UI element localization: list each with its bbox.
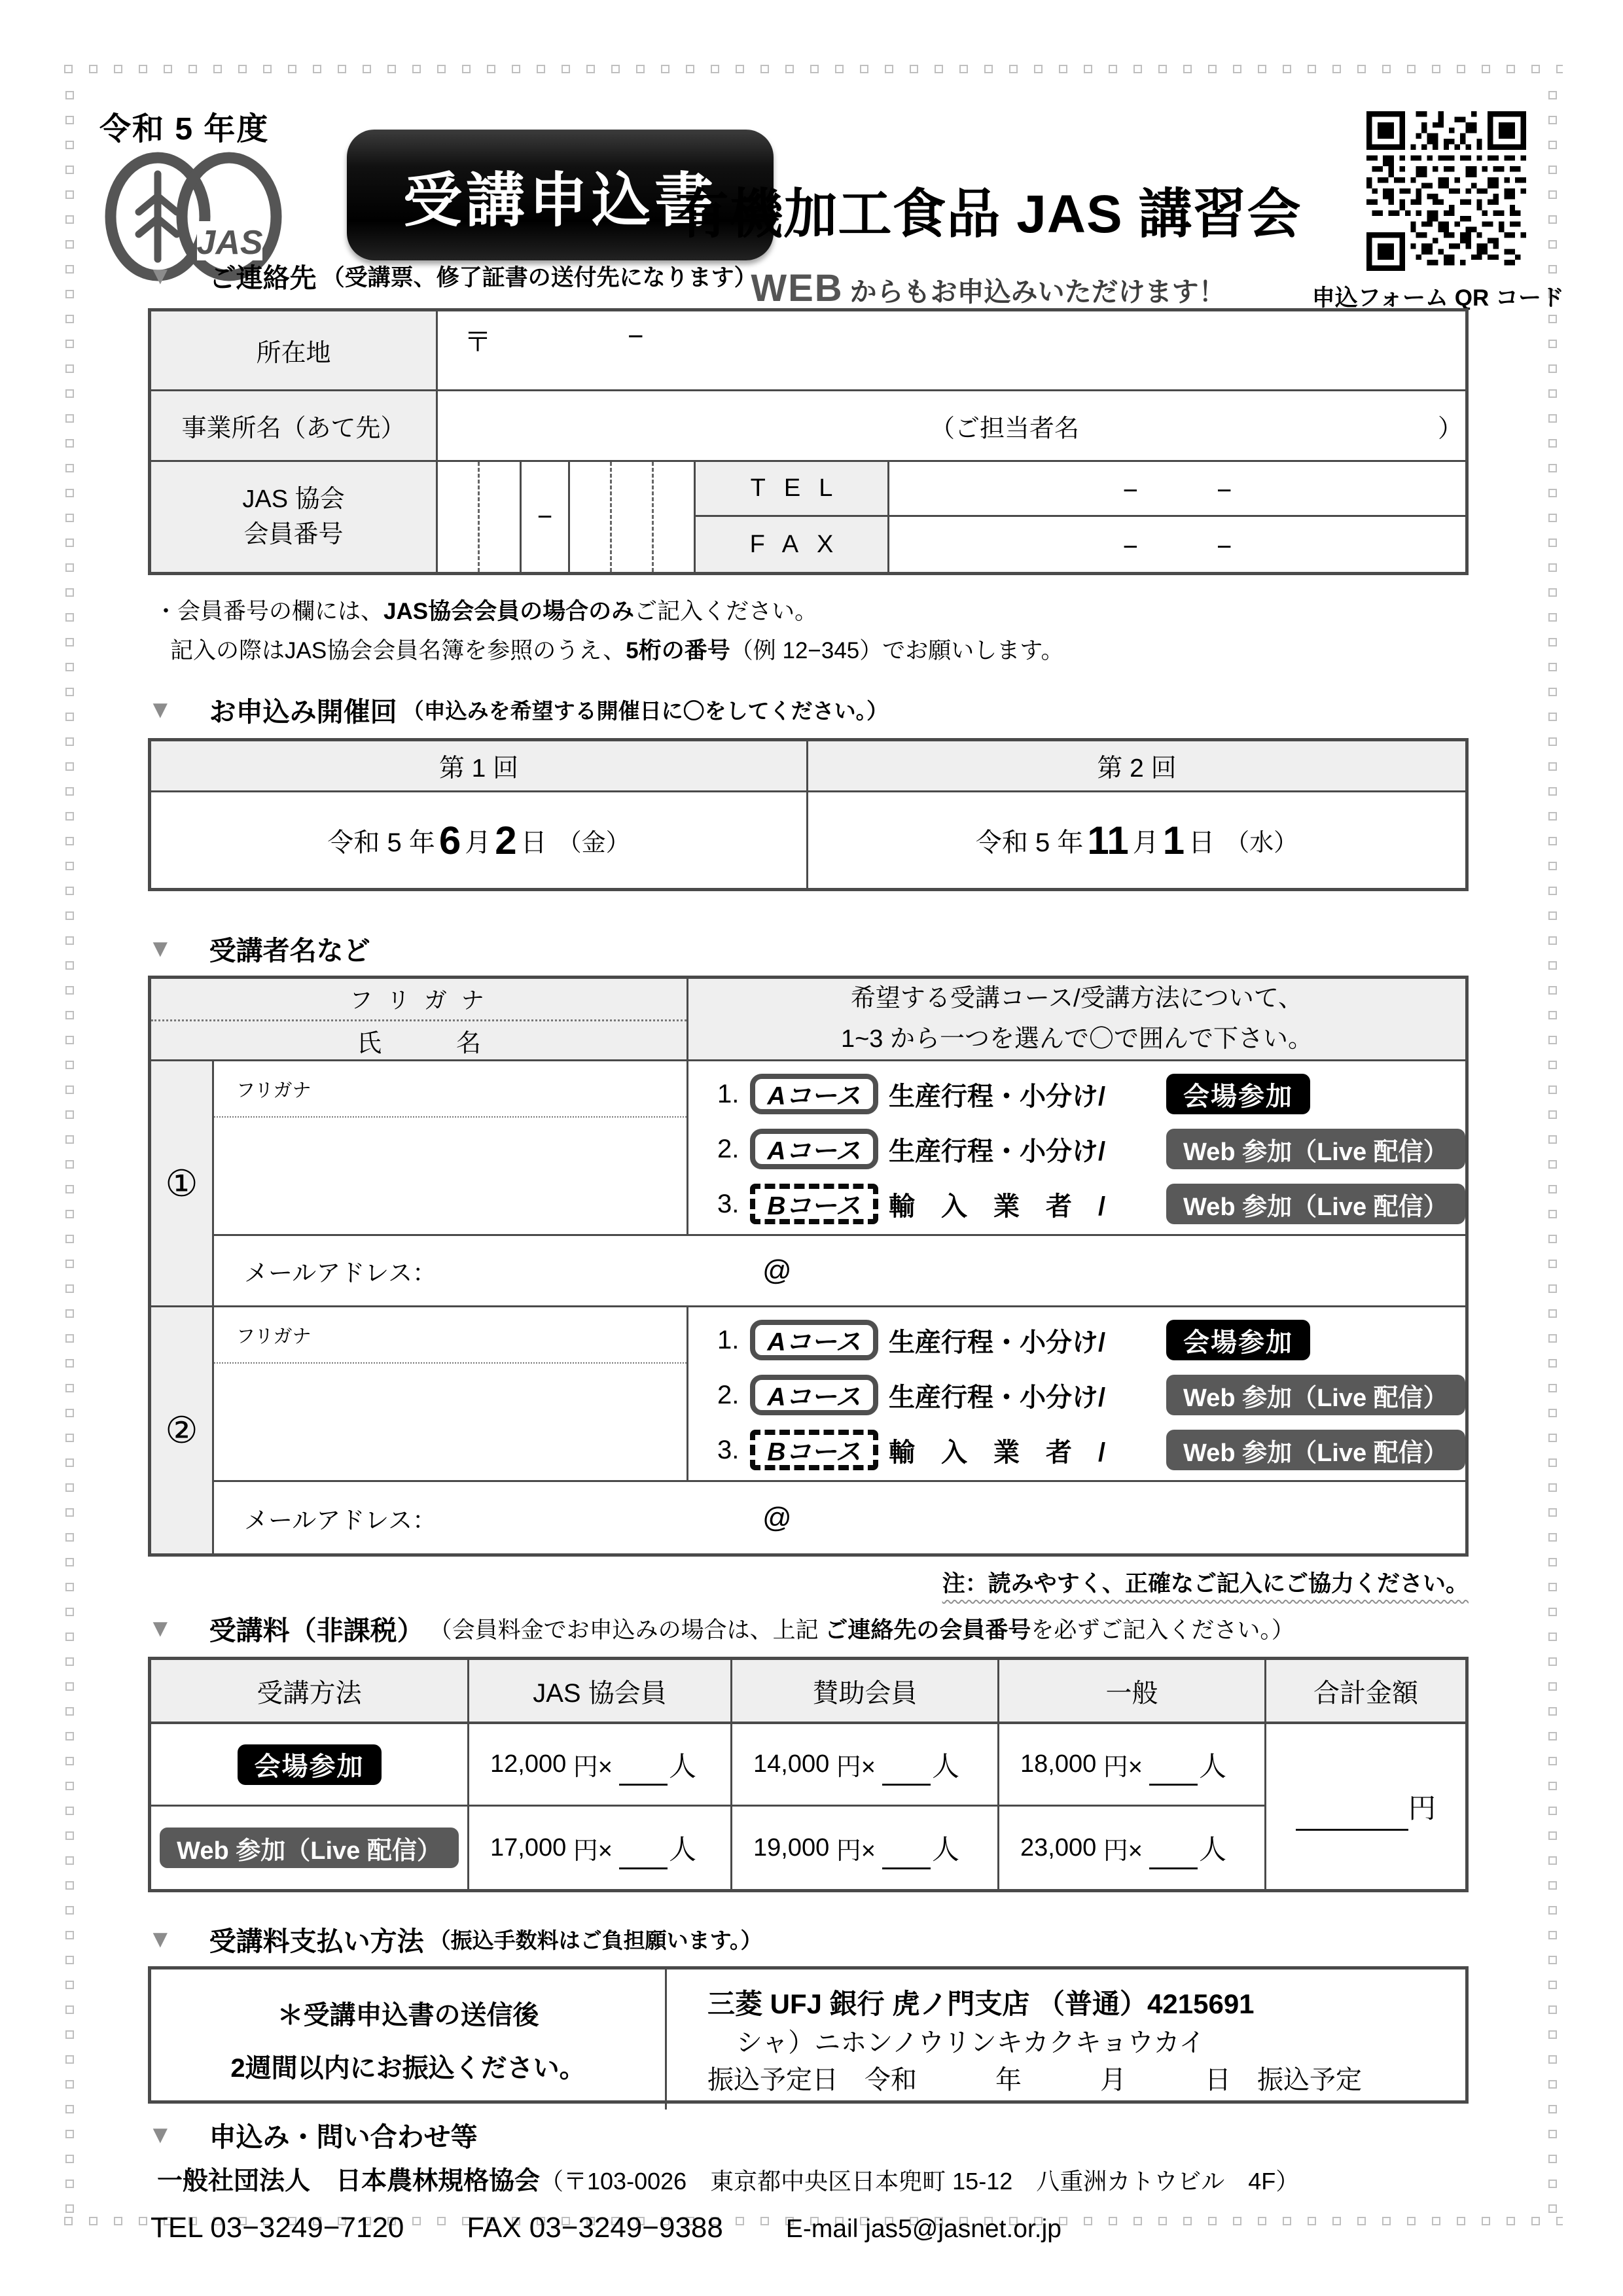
- person-unit: 人: [669, 1834, 697, 1865]
- col-method: 受講方法: [151, 1660, 469, 1724]
- session-heading-note: （申込みを希望する開催日に〇をしてください。）: [402, 699, 889, 724]
- option-1-desc: 生産行程・小分け/: [889, 1328, 1106, 1357]
- note1-bold: JAS協会会員の場合のみ: [383, 599, 635, 624]
- web-note-text: からもお申込みいただけます！: [849, 277, 1226, 307]
- payment-deadline-line2: 2週間以内にお振込ください。: [230, 2054, 586, 2083]
- payment-heading-note: （振込手数料はご負担願います。）: [429, 1928, 762, 1953]
- yen-times: 円×: [573, 1837, 613, 1865]
- organization-name: 一般社団法人 日本農林規格協会: [157, 2167, 541, 2196]
- course-a-badge: Aコース: [750, 1129, 878, 1169]
- web-support-price[interactable]: [732, 1807, 999, 1889]
- furigana-header: フ リ ガ ナ: [151, 979, 687, 1021]
- course-option-1[interactable]: [688, 1067, 1465, 1122]
- fees-note-pre: （会員料金でお申込みの場合は、上記: [429, 1617, 825, 1643]
- person-unit: 人: [932, 1834, 960, 1865]
- option-2-desc: 生産行程・小分け/: [889, 1137, 1106, 1166]
- at-mark: @: [762, 1501, 792, 1534]
- option-3-desc: 輸 入 業 者 /: [889, 1192, 1106, 1221]
- web-badge: Web 参加（Live 配信）: [1166, 1184, 1465, 1224]
- organization-line: [148, 2161, 1469, 2197]
- col-jas-member: JAS 協会員: [469, 1660, 732, 1724]
- option-2-number: 2.: [717, 1380, 740, 1409]
- count-blank[interactable]: [882, 1839, 931, 1869]
- col-general: 一般: [999, 1660, 1266, 1724]
- note-line-2: [154, 631, 1469, 671]
- inquiry-section-heading: [148, 2115, 1469, 2154]
- contact-section-heading: [148, 256, 1469, 295]
- session-heading: お申込み開催回: [209, 697, 397, 728]
- note2-pre: 記入の際はJAS協会会員名簿を参照のうえ、: [170, 638, 626, 664]
- bank-info-cell: [667, 1969, 1465, 2110]
- venue-member-price[interactable]: [469, 1724, 732, 1807]
- furigana-label: フリガナ: [214, 1307, 687, 1364]
- session-date-1[interactable]: [151, 792, 808, 888]
- course-option-2[interactable]: [688, 1368, 1465, 1422]
- total-blank[interactable]: [1296, 1800, 1408, 1831]
- course-note-line1: 希望する受講コース/受講方法について、: [850, 985, 1304, 1013]
- date1-day: 2: [495, 818, 517, 862]
- web-general-price[interactable]: [999, 1807, 1266, 1889]
- contact-table: [148, 308, 1469, 575]
- qr-label: 申込フォーム QR コード: [1311, 285, 1564, 311]
- course-note-line2: 1~3 から一つを選んで〇で囲んで下さい。: [840, 1025, 1313, 1053]
- section-marker-icon: ▼: [148, 262, 173, 290]
- course-a-badge: Aコース: [750, 1074, 878, 1114]
- course-option-3[interactable]: [688, 1176, 1465, 1231]
- member-label-line1: JAS 協会: [242, 486, 345, 513]
- count-blank[interactable]: [1149, 1755, 1198, 1786]
- fees-note-bold: ご連絡先の会員番号: [825, 1617, 1031, 1643]
- price-value: 23,000: [1020, 1833, 1097, 1862]
- member-label-line2: 会員番号: [243, 521, 344, 548]
- yen-times: 円×: [1103, 1754, 1143, 1782]
- participants-section-heading: [148, 929, 1469, 968]
- count-blank[interactable]: [1149, 1839, 1198, 1869]
- office-name-field[interactable]: [438, 391, 1465, 462]
- furigana-label: フリガナ: [214, 1061, 687, 1118]
- option-2-number: 2.: [717, 1134, 740, 1163]
- note1-post: ご記入ください。: [634, 599, 818, 624]
- option-3-number: 3.: [717, 1435, 740, 1464]
- participant-2-name-field[interactable]: [214, 1307, 688, 1480]
- participants-heading: 受講者名など: [209, 936, 370, 966]
- date1-weekday: （金）: [557, 829, 630, 857]
- count-blank[interactable]: [619, 1839, 668, 1869]
- member-digit-2[interactable]: [480, 462, 522, 572]
- date1-era: 令和 5 年: [327, 828, 435, 857]
- section-marker-icon: ▼: [148, 2121, 173, 2149]
- fax-label: FAX: [696, 517, 889, 572]
- date2-day-label: 日: [1188, 828, 1215, 857]
- member-number-label: [151, 462, 438, 572]
- deco-border-right: [1548, 91, 1558, 2215]
- participant-1-course-options: [688, 1061, 1465, 1234]
- session-col-1: 第 1 回: [151, 741, 808, 792]
- member-digit-3[interactable]: [570, 462, 612, 572]
- date2-day: 1: [1162, 818, 1185, 862]
- name-header-cell: [151, 979, 688, 1061]
- price-value: 14,000: [753, 1750, 830, 1778]
- option-1-number: 1.: [717, 1325, 740, 1354]
- inquiry-fax: FAX 03−3249−9388: [467, 2212, 723, 2244]
- payee-name: シャ）ニホンノウリンキカクキョウカイ: [736, 2028, 1205, 2058]
- web-badge: Web 参加（Live 配信）: [1166, 1430, 1465, 1470]
- date2-weekday: （水）: [1225, 829, 1298, 857]
- person-unit: 人: [1199, 1750, 1227, 1782]
- option-3-desc: 輸 入 業 者 /: [889, 1438, 1106, 1467]
- section-marker-icon: ▼: [148, 1614, 173, 1642]
- participants-table: [148, 976, 1469, 1557]
- web-badge: Web 参加（Live 配信）: [1166, 1375, 1465, 1415]
- address-label: 所在地: [151, 311, 438, 391]
- session-section-heading: [148, 690, 1469, 729]
- price-value: 17,000: [490, 1833, 567, 1862]
- fees-note-post: を必ずご記入ください。）: [1031, 1617, 1294, 1643]
- page-title: 有機加工食品 JAS 講習会: [675, 185, 1302, 244]
- organization-address: （〒103-0026 東京都中央区日本兜町 15-12 八重洲カトウビル 4F）: [540, 2168, 1300, 2195]
- note-line-1: [154, 592, 1469, 631]
- web-member-price[interactable]: [469, 1807, 732, 1889]
- yen-unit: 円: [1408, 1793, 1436, 1824]
- postal-mark: 〒: [464, 327, 492, 357]
- venue-badge: 会場参加: [238, 1744, 382, 1785]
- legibility-note: 注：読みやすく、正確なご記入にご協力ください。: [942, 1571, 1469, 1597]
- course-b-badge: Bコース: [750, 1184, 878, 1224]
- course-a-badge: Aコース: [750, 1320, 878, 1360]
- payment-heading: 受講料支払い方法: [209, 1926, 424, 1957]
- count-blank[interactable]: [882, 1755, 931, 1786]
- fees-heading: 受講料（非課税）: [209, 1616, 424, 1646]
- option-1-desc: 生産行程・小分け/: [889, 1082, 1106, 1111]
- section-marker-icon: ▼: [148, 696, 173, 724]
- session-table: [148, 738, 1469, 891]
- yen-times: 円×: [573, 1754, 613, 1782]
- count-blank[interactable]: [619, 1755, 668, 1786]
- session-col-2: 第 2 回: [808, 741, 1465, 792]
- date1-month: 6: [438, 818, 461, 862]
- member-digit-4[interactable]: [612, 462, 654, 572]
- fiscal-year: 令和 5 年度: [99, 112, 270, 147]
- participant-2-course-options: [688, 1307, 1465, 1480]
- price-value: 19,000: [753, 1833, 830, 1862]
- person-in-charge-close: ）: [1438, 415, 1463, 442]
- participant-2-number: ②: [151, 1307, 214, 1553]
- participant-2-email-field[interactable]: [214, 1480, 1465, 1553]
- date1-month-label: 月: [465, 828, 491, 857]
- option-2-desc: 生産行程・小分け/: [889, 1383, 1106, 1412]
- payment-deadline-line1: ＊受講申込書の送信後: [277, 2001, 539, 2030]
- yen-times: 円×: [836, 1754, 876, 1782]
- fees-table: [148, 1657, 1469, 1892]
- contact-heading: ご連絡先: [209, 263, 317, 293]
- yen-times: 円×: [836, 1837, 876, 1865]
- session-date-2[interactable]: [808, 792, 1465, 888]
- course-option-1[interactable]: [688, 1313, 1465, 1368]
- note2-post: （例 12−345）でお願いします。: [730, 638, 1064, 664]
- venue-badge: 会場参加: [1166, 1320, 1310, 1360]
- participant-1-number: ①: [151, 1061, 214, 1307]
- total-amount-field[interactable]: [1266, 1724, 1465, 1889]
- course-option-3[interactable]: [688, 1422, 1465, 1477]
- inquiry-email: E-mail jas5@jasnet.or.jp: [785, 2215, 1061, 2244]
- transfer-date-field[interactable]: 振込予定日 令和 年 月 日 振込予定: [707, 2066, 1362, 2095]
- venue-general-price[interactable]: [999, 1724, 1266, 1807]
- person-unit: 人: [932, 1750, 960, 1782]
- participant-1-name-field[interactable]: [214, 1061, 688, 1234]
- person-unit: 人: [1199, 1834, 1227, 1865]
- member-number-notes: [148, 592, 1469, 671]
- payment-section-heading: [148, 1920, 1469, 1958]
- price-value: 18,000: [1020, 1750, 1097, 1778]
- note2-bold: 5桁の番号: [626, 638, 730, 664]
- email-label: メールアドレス：: [244, 1506, 437, 1534]
- section-marker-icon: ▼: [148, 1925, 173, 1953]
- member-digit-5[interactable]: [654, 462, 696, 572]
- fees-section-heading: [148, 1609, 1469, 1648]
- member-digit-1[interactable]: [438, 462, 480, 572]
- deco-border-left: [65, 91, 75, 2215]
- note1-pre: ・会員番号の欄には、: [154, 599, 384, 624]
- postal-dash: −: [628, 321, 644, 351]
- tel-field[interactable]: − −: [889, 462, 1465, 517]
- fax-field[interactable]: − −: [1122, 532, 1232, 561]
- address-field[interactable]: [438, 311, 1465, 391]
- payment-deadline-cell: [151, 1969, 667, 2110]
- date2-era: 令和 5 年: [975, 828, 1084, 857]
- option-1-number: 1.: [717, 1079, 740, 1108]
- jas-logo-text: JAS: [196, 224, 263, 262]
- course-header-cell: [688, 979, 1465, 1061]
- col-support-member: 賛助会員: [732, 1660, 999, 1724]
- person-in-charge-label: （ご担当者名: [930, 415, 1080, 442]
- course-b-badge: Bコース: [750, 1430, 878, 1470]
- form-title-badge: 受講申込書: [347, 130, 774, 260]
- course-option-2[interactable]: [688, 1122, 1465, 1176]
- at-mark: @: [762, 1254, 792, 1287]
- payment-table: [148, 1966, 1469, 2104]
- price-value: 12,000: [490, 1750, 567, 1778]
- bank-account: 三菱 UFJ 銀行 虎ノ門支店 （普通）4215691: [707, 1988, 1255, 2020]
- course-a-badge: Aコース: [750, 1375, 878, 1415]
- date2-month: 11: [1087, 818, 1129, 862]
- web-badge: Web 参加（Live 配信）: [1166, 1129, 1465, 1169]
- email-label: メールアドレス：: [244, 1260, 437, 1287]
- col-total: 合計金額: [1266, 1660, 1465, 1724]
- date2-month-label: 月: [1132, 828, 1159, 857]
- web-method-cell: [151, 1807, 469, 1889]
- yen-times: 円×: [1103, 1837, 1143, 1865]
- inquiry-heading: 申込み・問い合わせ等: [209, 2122, 478, 2153]
- web-note-prefix: WEB: [751, 267, 844, 309]
- venue-support-price[interactable]: [732, 1724, 999, 1807]
- contact-line: [148, 2212, 1469, 2244]
- contact-heading-note: （受講票、修了証書の送付先になります）: [321, 264, 757, 291]
- inquiry-tel: TEL 03−3249−7120: [151, 2212, 404, 2244]
- name-header: 氏 名: [356, 1029, 481, 1057]
- fees-heading-note: [429, 1612, 1294, 1645]
- participant-1-email-field[interactable]: [214, 1234, 1465, 1307]
- member-number-dash: −: [522, 462, 570, 572]
- tel-label: TEL: [696, 462, 889, 517]
- person-unit: 人: [669, 1750, 697, 1782]
- date1-day-label: 日: [520, 828, 547, 857]
- section-marker-icon: ▼: [148, 934, 173, 963]
- venue-method-cell: [151, 1724, 469, 1807]
- venue-badge: 会場参加: [1166, 1074, 1310, 1114]
- web-badge: Web 参加（Live 配信）: [160, 1828, 459, 1868]
- office-name-label: 事業所名（あて先）: [151, 391, 438, 462]
- option-3-number: 3.: [717, 1189, 740, 1218]
